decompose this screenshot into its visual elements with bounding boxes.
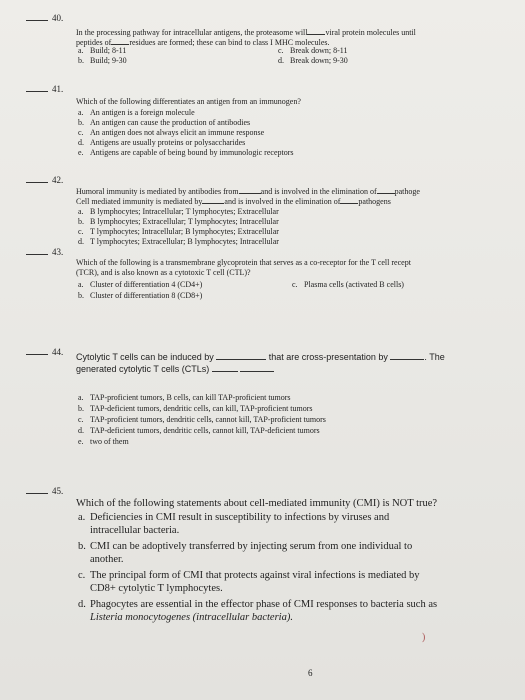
question-number: 45. bbox=[52, 486, 64, 496]
option-a[interactable]: a. An antigen is a foreign molecule bbox=[78, 108, 195, 117]
option-b[interactable]: b. An antigen can cause the production of antibodies bbox=[78, 118, 251, 127]
fill-blank[interactable] bbox=[212, 363, 238, 372]
question-stem: In the processing pathway for intracellular antigens, the proteasome will viral protein molecules until bbox=[76, 28, 416, 37]
question-number: 41. bbox=[52, 84, 64, 94]
answer-blank[interactable] bbox=[26, 493, 48, 494]
pen-mark: ) bbox=[422, 632, 426, 643]
fill-blank[interactable] bbox=[340, 195, 358, 204]
page-number: 6 bbox=[308, 668, 313, 678]
option-c[interactable]: c. Break down; 8-11 bbox=[278, 46, 348, 55]
fill-blank[interactable] bbox=[216, 351, 266, 360]
option-d[interactable]: d. T lymphocytes; Extracellular; B lymphocytes; Intracellular bbox=[78, 237, 279, 246]
question-stem: Which of the following differentiates an antigen from an immunogen? bbox=[76, 97, 301, 106]
option-b-cont: another. bbox=[90, 554, 124, 565]
question-stem: peptides of residues are formed; these can bind to class I MHC molecules. bbox=[76, 38, 330, 47]
option-c[interactable]: c. An antigen does not always elicit an immune response bbox=[78, 128, 265, 137]
option-c[interactable]: c. Plasma cells (activated B cells) bbox=[292, 280, 404, 289]
question-number: 42. bbox=[52, 175, 64, 185]
option-b[interactable]: b. CMI can be adoptively transferred by injecting serum from one individual to bbox=[78, 541, 413, 552]
option-d[interactable]: d. Phagocytes are essential in the effector phase of CMI responses to bacteria such as bbox=[78, 599, 438, 610]
fill-blank[interactable] bbox=[239, 185, 261, 194]
question-stem: Humoral immunity is mediated by antibodies from and is involved in the elimination of pathoge bbox=[76, 187, 420, 196]
option-b[interactable]: b. TAP-deficient tumors, dendritic cells, can kill, TAP-proficient tumors bbox=[78, 404, 313, 413]
question-number: 40. bbox=[52, 13, 64, 23]
option-b[interactable]: b. B lymphocytes; Extracellular; T lymphocytes; Intracellular bbox=[78, 217, 279, 226]
question-stem: Cell mediated immunity is mediated by and is involved in the elimination of pathogens bbox=[76, 197, 391, 206]
question-stem: Which of the following statements about cell-mediated immunity (CMI) is NOT true? bbox=[76, 498, 438, 509]
answer-blank[interactable] bbox=[26, 354, 48, 355]
option-d-cont: Listeria monocytogenes (intracellular bacteria). bbox=[90, 612, 293, 623]
option-c[interactable]: c. The principal form of CMI that protects against viral infections is mediated by bbox=[78, 570, 420, 581]
question-stem: (TCR), and is also known as a cytotoxic T cell (CTL)? bbox=[76, 268, 251, 277]
option-d[interactable]: d. Antigens are usually proteins or polysaccharides bbox=[78, 138, 246, 147]
option-a[interactable]: a. Cluster of differentiation 4 (CD4+) bbox=[78, 280, 203, 289]
fill-blank[interactable] bbox=[202, 195, 224, 204]
option-c[interactable]: c. TAP-proficient tumors, dendritic cells, cannot kill, TAP-proficient tumors bbox=[78, 415, 326, 424]
option-a[interactable]: a. Deficiencies in CMI result in susceptibility to infections by viruses and bbox=[78, 512, 390, 523]
fill-blank[interactable] bbox=[111, 36, 129, 45]
answer-blank[interactable] bbox=[26, 254, 48, 255]
option-a[interactable]: a. B lymphocytes; Intracellular; T lymphocytes; Extracellular bbox=[78, 207, 279, 216]
option-a-cont: intracellular bacteria. bbox=[90, 525, 180, 536]
answer-blank[interactable] bbox=[26, 91, 48, 92]
option-a[interactable]: a. TAP-proficient tumors, B cells, can kill TAP-proficient tumors bbox=[78, 393, 291, 402]
option-b[interactable]: b. Cluster of differentiation 8 (CD8+) bbox=[78, 291, 203, 300]
option-c-cont: CD8+ cytolytic T lymphocytes. bbox=[90, 583, 223, 594]
answer-blank[interactable] bbox=[26, 182, 48, 183]
answer-blank[interactable] bbox=[26, 20, 48, 21]
option-d[interactable]: d. Break down; 9-30 bbox=[278, 56, 348, 65]
option-e[interactable]: e. two of them bbox=[78, 437, 129, 446]
question-stem: Cytolytic T cells can be induced by that are cross-presentation by . The bbox=[76, 352, 445, 362]
fill-blank[interactable] bbox=[307, 26, 325, 35]
fill-blank[interactable] bbox=[377, 185, 395, 194]
fill-blank[interactable] bbox=[240, 363, 274, 372]
option-c[interactable]: c. T lymphocytes; Intracellular; B lymphocytes; Extracellular bbox=[78, 227, 279, 236]
question-number: 43. bbox=[52, 247, 64, 257]
question-stem: generated cytolytic T cells (CTLs) bbox=[76, 363, 274, 375]
option-a[interactable]: a. Build; 8-11 bbox=[78, 46, 127, 55]
option-d[interactable]: d. TAP-deficient tumors, dendritic cells, cannot kill, TAP-deficient tumors bbox=[78, 426, 320, 435]
question-number: 44. bbox=[52, 347, 64, 357]
question-stem: Which of the following is a transmembrane glycoprotein that serves as a co-receptor for the T cell recept bbox=[76, 258, 411, 267]
option-b[interactable]: b. Build; 9-30 bbox=[78, 56, 127, 65]
fill-blank[interactable] bbox=[390, 351, 424, 360]
option-e[interactable]: e. Antigens are capable of being bound by immunologic receptors bbox=[78, 148, 294, 157]
